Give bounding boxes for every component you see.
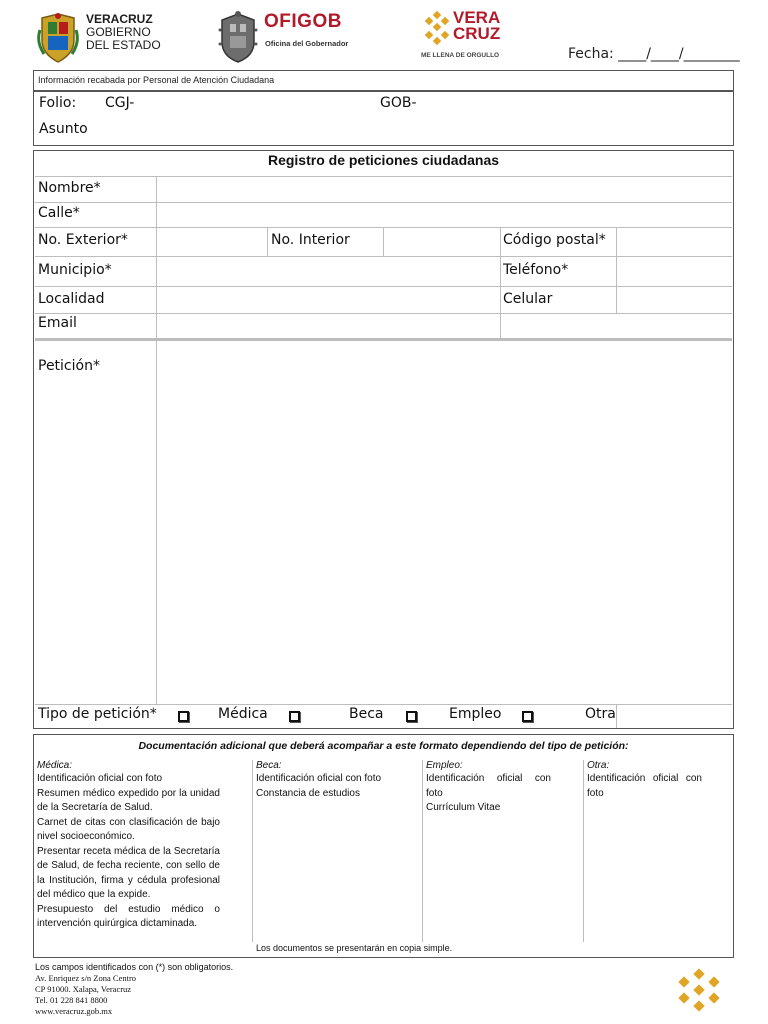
grid-line [252,760,253,942]
beca-checkbox[interactable] [289,711,300,722]
municipio-input[interactable] [157,257,500,286]
veracruz-flower-footer-icon [676,966,722,1014]
list-item: Carnet de citas con clasificación de bajo nivel socioeconómico. [37,816,220,842]
documentation-title: Documentación adicional que deberá acompañar a este formato dependiendo del tipo de petición: [138,740,629,752]
grid-line [267,228,268,256]
grid-line [583,760,584,942]
grid-line [422,760,423,942]
tipo-peticion-label: Tipo de petición* [38,706,157,722]
empleo-header: Empleo: [426,760,463,771]
no-interior-label: No. Interior [271,232,350,248]
telefono-input[interactable] [617,257,732,286]
grid-line [500,228,501,338]
info-caption: Información recabada por Personal de Atención Ciudadana [38,75,275,85]
list-item: Resumen médico expedido por la unidad de la Secretaría de Salud. [37,787,220,813]
gobierno-line2: GOBIERNO [86,25,151,39]
fecha-field[interactable]: Fecha: ____/____/________ [568,46,740,62]
ofigob-subtitle: Oficina del Gobernador [265,39,349,48]
celular-input[interactable] [617,287,732,313]
beca-label: Beca [349,706,384,722]
nombre-input[interactable] [157,177,732,202]
grid-line [616,705,617,728]
beca-header: Beca: [256,760,282,771]
list-item: Presentar receta médica de la Secretaría de Salud, de fecha reciente, con sello de la Institución, firma y cédula profesional del médico que la expide. [37,845,220,900]
no-interior-input[interactable] [384,228,500,256]
localidad-input[interactable] [157,287,500,313]
asunto-label[interactable]: Asunto [39,121,88,137]
list-item: Constancia de estudios [256,787,360,799]
municipio-label: Municipio* [38,262,112,278]
medica-list [37,772,220,932]
footer-address [35,973,136,1017]
cgj-label[interactable]: CGJ- [105,95,135,111]
gob-label[interactable]: GOB- [380,95,417,111]
empleo-checkbox[interactable] [406,711,417,722]
peticion-textarea[interactable] [157,341,732,704]
veracruz-line1: VERA [453,8,501,27]
email-label: Email [38,315,77,331]
veracruz-slogan: ME LLENA DE ORGULLO [421,52,500,59]
localidad-label: Localidad [38,291,105,307]
list-item: Presupuesto del estudio médico o intervención quirúrgica dictaminada. [37,903,220,929]
website-link[interactable]: www.veracruz.gob.mx [35,1006,113,1016]
codigo-postal-input[interactable] [617,228,732,256]
email-input[interactable] [157,314,500,338]
no-exterior-label: No. Exterior* [38,232,128,248]
form-title: Registro de peticiones ciudadanas [267,152,500,168]
address-line: Tel. 01 228 841 8800 [35,995,108,1005]
telefono-label: Teléfono* [503,262,569,278]
list-item: Currículum Vitae [426,802,501,813]
empleo-list [426,772,551,816]
codigo-postal-label: Código postal* [503,232,606,248]
no-exterior-input[interactable] [157,228,267,256]
peticion-label: Petición* [38,358,100,374]
nombre-label: Nombre* [38,180,101,196]
calle-input[interactable] [157,203,732,227]
veracruz-line2: CRUZ [453,24,501,43]
medica-checkbox[interactable] [178,711,189,722]
grid-line [35,704,732,705]
documentation-note: Los documentos se presentarán en copia simple. [256,943,453,953]
ofigob-title: OFIGOB [264,11,342,32]
list-item: Identificación oficial con foto [37,773,163,784]
medica-header: Médica: [37,760,73,771]
otra-list [587,772,702,801]
gobierno-line1: VERACRUZ [86,12,153,26]
empleo-label: Empleo [449,706,502,722]
address-line: CP 91000. Xalapa, Veracruz [35,984,132,994]
medica-label: Médica [218,706,268,722]
gobierno-line3: DEL ESTADO [86,38,161,52]
beca-list [256,772,391,801]
folio-label: Folio: [39,95,77,111]
list-item: Identificación oficial con foto [256,773,382,784]
otra-label: Otra [585,706,616,722]
footer-obligatorios: Los campos identificados con (*) son obligatorios. [35,962,234,972]
celular-label: Celular [503,291,553,307]
otra-header: Otra: [587,760,610,771]
list-item: Identificación oficial con foto [587,773,702,799]
calle-label: Calle* [38,205,80,221]
list-item: Identificación oficial con foto [426,773,551,799]
address-line: Av. Enriquez s/n Zona Centro [35,973,137,983]
otra-checkbox[interactable] [522,711,533,722]
